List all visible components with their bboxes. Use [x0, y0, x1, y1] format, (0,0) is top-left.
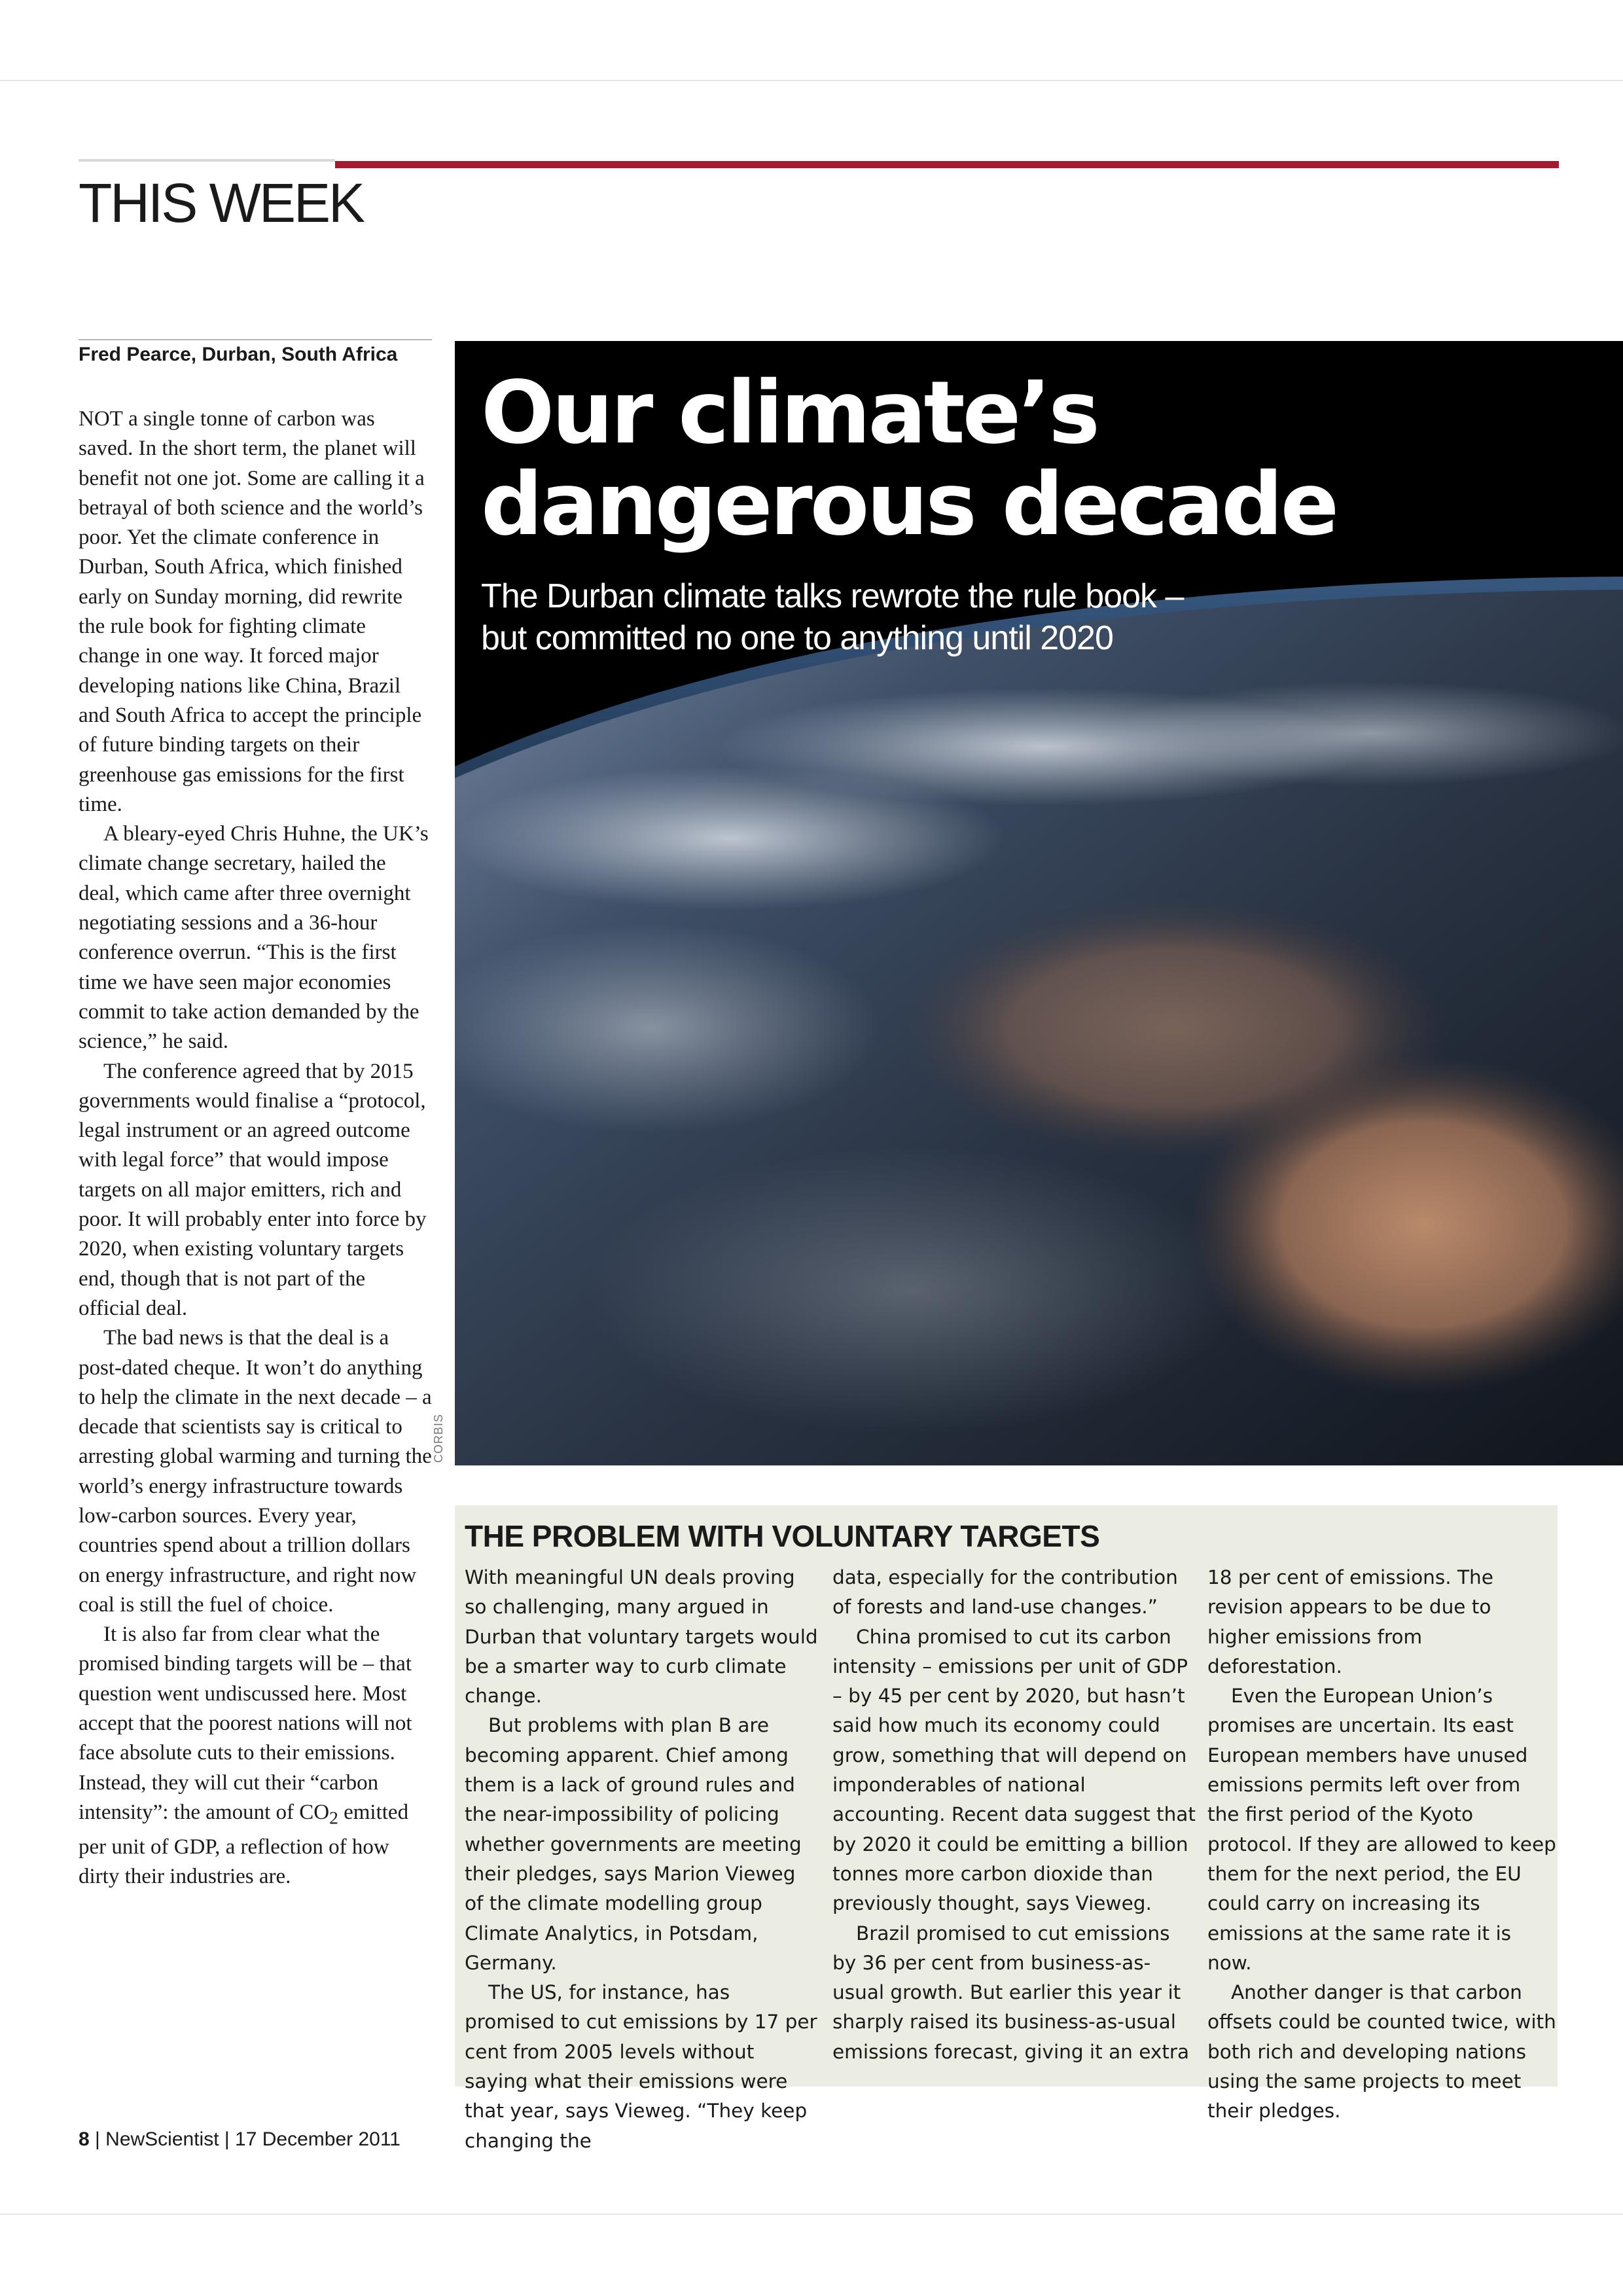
co2-subscript: 2	[329, 1807, 338, 1828]
footer-separator: |	[219, 2128, 236, 2150]
page-top-edge	[0, 80, 1623, 81]
standfirst	[481, 575, 1201, 659]
issue-date: 17 December 2011	[235, 2128, 401, 2150]
boxout-paragraph: Brazil promised to cut emissions by 36 per cent from business-as-usual growth. But earlier this year it sharply raised its business-as-usual emissions forecast, giving it an extra	[832, 1922, 1190, 2063]
boxout-title: THE PROBLEM WITH VOLUNTARY TARGETS	[465, 1519, 1100, 1553]
body-paragraph-3: The conference agreed that by 2015 governments would finalise a “protocol, legal instrument or an agreed outcome with legal force” that would impose targets on all major emitters, rich and poor. It will probably enter into force by 2020, when existing voluntary targets end, though that is not part of the official deal.	[79, 1059, 427, 1320]
magazine-name: NewScientist	[105, 2128, 219, 2150]
body-paragraph-1-text: a single tonne of carbon was saved. In the short term, the planet will benefit not one jot. Some are calling it a betrayal of both science and the world’s poor. Yet the climate conference in Durban, South Africa, which finished early on Sunday morning, did rewrite the rule book for fighting climate change in one way. It forced major developing nations like China, Brazil and South Africa to accept the principle of future binding targets on their greenhouse gas emissions for the first time.	[79, 407, 425, 816]
photo-credit: CORBIS	[432, 1413, 445, 1463]
boxout-panel	[455, 1505, 1558, 2152]
body-paragraph-5-text-b: emitted per unit of GDP, a reflection of how dirty their industries are.	[79, 1800, 409, 1889]
boxout-paragraph: 18 per cent of emissions. The revision appears to be due to higher emissions from deforestation.	[1207, 1566, 1493, 1677]
boxout-paragraph: The US, for instance, has promised to cut emissions by 17 per cent from 2005 levels without saying what their emissions were that year, says Vieweg. “They keep changing the	[465, 1981, 817, 2152]
boxout-paragraph: Even the European Union’s promises are uncertain. Its east European members have unused emissions permits left over from the first period of the Kyoto protocol. If they are allowed to keep them for the next period, the EU could carry on increasing its emissions at the same rate it is now.	[1207, 1685, 1556, 1974]
header-rule-red	[335, 161, 1559, 168]
page-footer	[79, 2128, 401, 2151]
headline-line-1: Our climate’s	[481, 363, 1097, 463]
boxout-column-3	[1207, 1563, 1558, 2126]
page-bottom-edge	[0, 2214, 1623, 2215]
body-paragraph-1	[79, 404, 432, 819]
boxout-column-2	[832, 1563, 1196, 2067]
page-number: 8	[79, 2128, 90, 2150]
boxout-paragraph: data, especially for the contribution of forests and land-use changes.”	[832, 1566, 1178, 1619]
boxout-paragraph: With meaningful UN deals proving so challenging, many argued in Durban that voluntary targets would be a smarter way to curb climate change.	[465, 1566, 818, 1708]
headline	[481, 363, 1463, 555]
body-paragraph-5-text-a: It is also far from clear what the promised binding targets will be – that question went undiscussed here. Most accept that the poorest nations will not face absolute cuts to their emissions. Instead, they will cut their “carbon intensity”: the amount of CO	[79, 1623, 412, 1824]
body-paragraph-5	[79, 1620, 432, 1892]
lead-word: NOT	[79, 407, 123, 431]
boxout-paragraph: China promised to cut its carbon intensity – emissions per unit of GDP – by 45 per cent by 2020, but hasn’t said how much its economy could grow, something that will depend on imponderables of national accounting. Recent data suggest that by 2020 it could be emitting a billion tonnes more carbon dioxide than previously thought, says Vieweg.	[832, 1625, 1196, 1915]
hero-image	[455, 341, 1623, 1465]
boxout-column-1	[465, 1563, 818, 2156]
standfirst-line-1: The Durban climate talks rewrote the rule book –	[481, 577, 1184, 615]
article-body	[79, 404, 432, 1892]
header-rule-gray	[79, 159, 335, 162]
boxout-paragraph: Another danger is that carbon offsets could be counted twice, with both rich and developing nations using the same projects to meet their pledges.	[1207, 1981, 1556, 2123]
body-paragraph-2: A bleary-eyed Chris Huhne, the UK’s climate change secretary, hailed the deal, which came after three overnight negotiating sessions and a 36-hour conference overrun. “This is the first time we have seen major economies commit to take action demanded by the science,” he said.	[79, 822, 429, 1054]
footer-separator: |	[89, 2128, 106, 2150]
standfirst-line-2: but committed no one to anything until 2020	[481, 619, 1113, 657]
byline-rule	[79, 339, 432, 340]
headline-line-2: dangerous decade	[481, 454, 1337, 555]
byline: Fred Pearce, Durban, South Africa	[79, 344, 398, 365]
section-title: THIS WEEK	[79, 172, 364, 234]
body-paragraph-4: The bad news is that the deal is a post-dated cheque. It won’t do anything to help the climate in the next decade – a decade that scientists say is critical to arresting global warming and turning the world’s energy infrastructure towards low-carbon sources. Every year, countries spend about a trillion dollars on energy infrastructure, and right now coal is still the fuel of choice.	[79, 1326, 432, 1617]
boxout-paragraph: But problems with plan B are becoming apparent. Chief among them is a lack of ground rules and the near-impossibility of policing whether governments are meeting their pledges, says Marion Vieweg of the climate modelling group Climate Analytics, in Potsdam, Germany.	[465, 1714, 802, 1974]
